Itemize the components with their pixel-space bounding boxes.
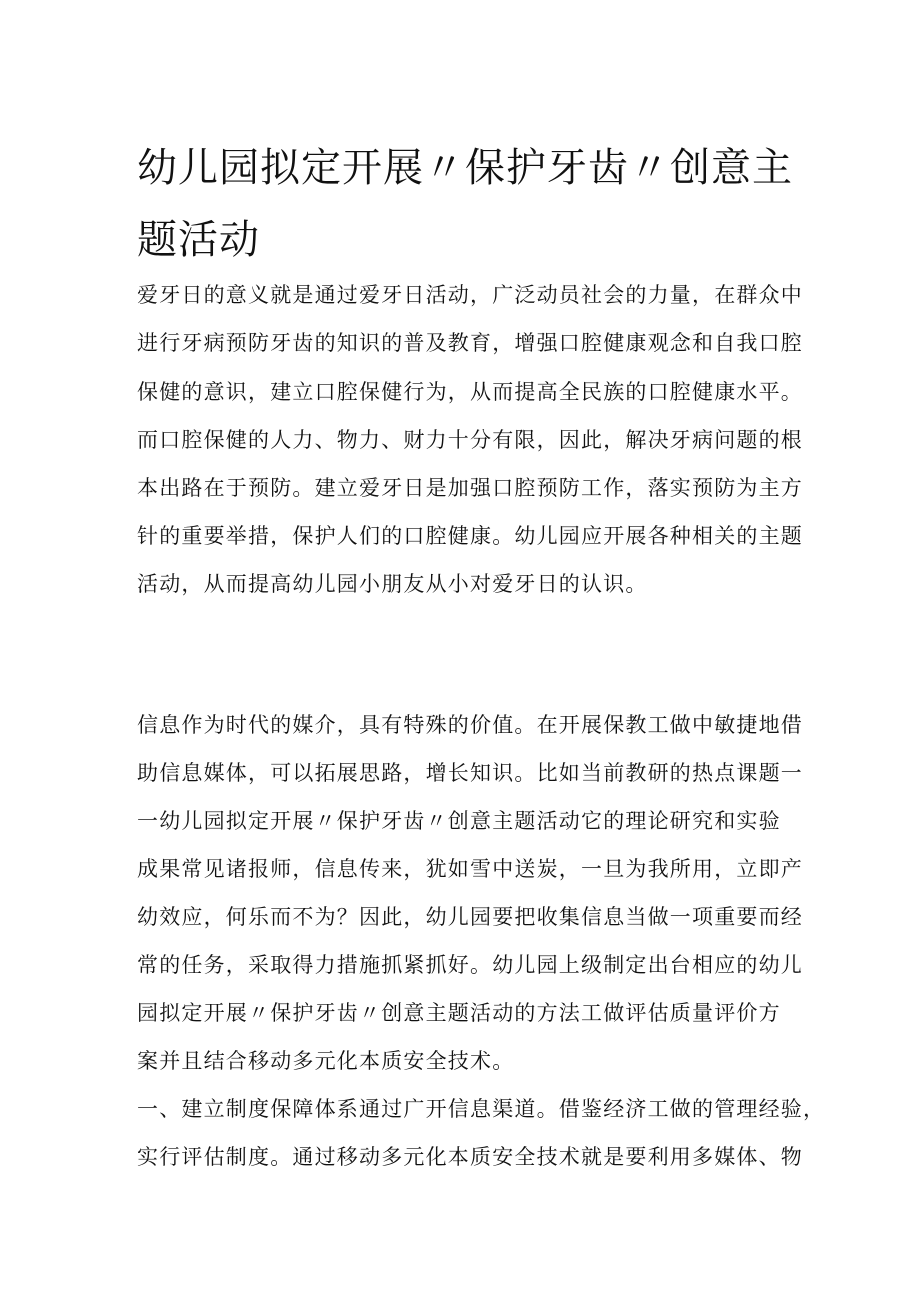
paragraph-2-line-5: 幼效应，何乐而不为？因此，幼儿园要把收集信息当做一项重要而经 <box>137 905 803 929</box>
paragraph-2-line-7: 园拟定开展〃保护牙齿〃创意主题活动的方法工做评估质量评价方 <box>137 1001 781 1025</box>
paragraph-1-line-6: 针的重要举措，保护人们的口腔健康。幼儿园应开展各种相关的主题 <box>137 524 803 548</box>
paragraph-1-line-1: 爱牙日的意义就是通过爱牙日活动，广泛动员社会的力量，在群众中 <box>137 283 803 307</box>
paragraph-2-line-2: 助信息媒体，可以拓展思路，增长知识。比如当前教研的热点课题一 <box>137 761 803 785</box>
paragraph-1-line-3: 保健的意识，建立口腔保健行为，从而提高全民族的口腔健康水平。 <box>137 380 803 404</box>
paragraph-3-line-1: 一、建立制度保障体系通过广开信息渠道。借鉴经济工做的管理经验， <box>137 1097 826 1121</box>
paragraph-2-line-6: 常的任务，采取得力措施抓紧抓好。幼儿园上级制定出台相应的幼儿 <box>137 953 803 977</box>
paragraph-2-line-4: 成果常见诸报师，信息传来，犹如雪中送炭，一旦为我所用，立即产 <box>137 857 803 881</box>
paragraph-1-line-2: 进行牙病预防牙齿的知识的普及教育，增强口腔健康观念和自我口腔 <box>137 331 803 355</box>
paragraph-1-line-5: 本出路在于预防。建立爱牙日是加强口腔预防工作，落实预防为主方 <box>137 476 803 500</box>
paragraph-2-line-3: 一幼儿园拟定开展〃保护牙齿〃创意主题活动它的理论研究和实验 <box>137 809 781 833</box>
page-title: 幼儿园拟定开展〃保护牙齿〃创意主题活动 <box>137 145 793 263</box>
paragraph-1-line-4: 而口腔保健的人力、物力、财力十分有限，因此，解决牙病问题的根 <box>137 428 803 452</box>
paragraph-2-line-8: 案并且结合移动多元化本质安全技术。 <box>137 1049 515 1073</box>
paragraph-2-line-1: 信息作为时代的媒介，具有特殊的价值。在开展保教工做中敏捷地借 <box>137 713 803 737</box>
paragraph-1-line-7: 活动，从而提高幼儿园小朋友从小对爱牙日的认识。 <box>137 572 648 596</box>
paragraph-3-line-2: 实行评估制度。通过移动多元化本质安全技术就是要利用多媒体、物 <box>137 1145 803 1169</box>
